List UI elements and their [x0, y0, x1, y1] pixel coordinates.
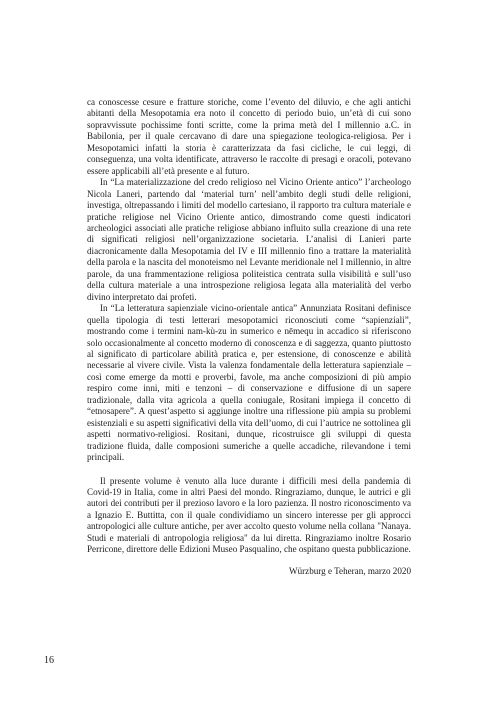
paragraph-3: In “La letteratura sapienziale vicino-orientale antica” Annunziata Rositani definisce quella tipologia di testi letterari mesopotamici riconosciuti come “sapienziali”, mostrando come i termini nam-kù-zu in sumerico e nēmequ in accadico si riferiscono solo occasionalmente al concetto moderno di conoscenza e di saggezza, quanto piuttosto al significato di particolare abilità pratica e, per estensione, di conoscenze e abilità necessarie al vivere civile. Vista la valenza fondamentale della letteratura sapienziale – così come emerge da motti e proverbi, favole, ma anche composizioni di più ampio respiro come inni, miti e tenzoni – di conservazione e diffusione di un sapere tradizionale, dalla vita agricola a quella coniugale, Rositani impiega il concetto di “etnosapere”. A quest’aspetto si aggiunge inoltre una riflessione più ampia su problemi esistenziali e su aspetti significativi della vita dell’uomo, di cui l’autrice ne sottolinea gli aspetti normativo-religiosi. Rositani, dunque, ricostruisce gli sviluppi di questa tradizione fluida, dalle composioni sumeriche a quelle accadiche, rilevandone i temi principali. — [87, 303, 411, 463]
paragraph-2: In “La materializzazione del credo religioso nel Vicino Oriente antico” l’archeologo Nicola Laneri, partendo dal ‘material turn’ nell’ambito degli studi delle religioni, investiga, oltrepassando i limiti del modello cartesiano, il rapporto tra cultura materiale e pratiche religiose nel Vicino Oriente antico, dimostrando come questi indicatori archeologici associati alle pratiche religiose abbiano influito sulla creazione di una rete di significati religiosi nell’organizzazione societaria. L’analisi di Lanieri parte diacronicamente dalla Mesopotamia del IV e III millennio fino a trattare la materialità della parola e la nascita del monoteismo nel Levante meridionale nel I millennio, in altre parole, da una frammentazione religiosa politeistica centrata sulla visibilità e sull’uso della cultura materiale a una introspezione religiosa legata alla materialità del verbo divino interpretato dai profeti. — [87, 177, 411, 302]
signature-line: Würzburg e Teheran, marzo 2020 — [289, 565, 411, 576]
body-text — [87, 97, 411, 577]
paragraph-1: ca conoscesse cesure e fratture storiche, come l’evento del diluvio, e che agli antichi abitanti della Mesopotamia era noto il concetto di periodo buio, un’età di cui sono sopravvissute pochissime fonti scritte, come la prima metà del I millennio a.C. in Babilonia, per il quale cercavano di dare una spiegazione teologica-religiosa. Per i Mesopotamici infatti la storia è caratterizzata da fasi cicliche, le cui leggi, di conseguenza, una volta identificate, attraverso le raccolte di presagi e oracoli, potevano essere applicabili all’età presente e al futuro. — [87, 97, 411, 176]
paragraph-4: Il presente volume è venuto alla luce durante i difficili mesi della pandemia di Covid-19 in Italia, come in altri Paesi del mondo. Ringraziamo, dunque, le autrici e gli autori dei contributi per il prezioso lavoro e la loro pazienza. Il nostro riconoscimento va a Ignazio E. Buttitta, con il quale condividiamo un sincero interesse per gli approcci antropologici alle culture antiche, per aver accolto questo volume nella collana "Nanaya. Studi e materiali di antropologia religiosa" da lui diretta. Ringraziamo inoltre Rosario Perricone, direttore delle Edizioni Museo Pasqualino, che ospitano questa pubblicazione. — [87, 475, 411, 555]
page-number: 16 — [44, 655, 54, 666]
